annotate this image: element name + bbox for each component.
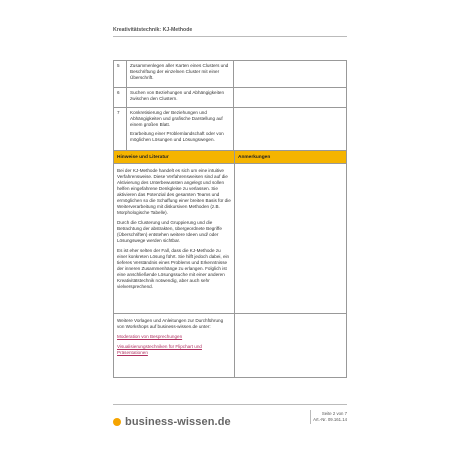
step-number: 7 <box>114 108 127 153</box>
page-number: Seite 2 von 7 <box>321 411 347 416</box>
document-title: Kreativitätstechnik: KJ-Methode <box>113 27 193 33</box>
link-visualisierung[interactable]: Visualisierungstechniken für Flipchart und Präsentationen <box>117 344 202 355</box>
notes-cell <box>235 314 347 378</box>
info-header-row <box>114 151 347 164</box>
step-description <box>127 88 234 108</box>
table-row <box>114 164 347 314</box>
table-row <box>114 88 347 108</box>
footer-meta <box>313 411 347 423</box>
table-row <box>114 108 347 153</box>
links-intro: Weitere Vorlagen und Anleitungen zur Durchführung von Workshops auf business-wissen.de unter: <box>117 318 224 329</box>
step-number: 6 <box>114 88 127 108</box>
info-header-left: Hinweise und Literatur <box>114 151 235 164</box>
step-text: Konkretisierung der Beziehungen und Abhängigkeiten und grafische Darstellung auf einem großen Blatt. <box>130 110 223 127</box>
step-text: Erarbeitung einer Problemlandschaft oder von möglichen Lösungen und Lösungswegen. <box>130 131 224 142</box>
logo-dot-icon <box>113 418 121 426</box>
step-number: 5 <box>114 61 127 88</box>
links-cell <box>114 314 235 378</box>
steps-table <box>113 60 347 153</box>
notes-cell <box>235 164 347 314</box>
step-notes-cell <box>234 108 347 153</box>
info-paragraph: Bei der KJ-Methode handelt es sich um eine intuitive Verfahrensweise. Diese Verfahrensweisen sind auf die Aktivierung des Unterbewussten angelegt und sollen helfen eingefahrene Denkgleise zu verlassen. Sie aktivieren das Potenzial des gesamten Teams und ermöglichen so die Schaffung einer breiten Basis für die Weiterverarbeitung mit diskursiven Methoden (z.B. Morphologische Tabelle). <box>117 168 231 215</box>
step-notes-cell <box>234 88 347 108</box>
table-row <box>114 314 347 378</box>
info-table <box>113 150 347 378</box>
article-number: Art.-Nr. 09.161.14 <box>313 417 347 422</box>
footer-divider <box>310 410 311 424</box>
info-header-right: Anmerkungen <box>235 151 347 164</box>
info-paragraph: Durch die Clusterung und Gruppierung und die Betrachtung der abstrakten, übergeordnete Begriffe (Überschriften) entstehen weitere Ideen und/ oder Lösungswege werden sichtbar. <box>117 220 222 243</box>
info-paragraph: Es ist eher selten der Fall, dass die KJ-Methode zu einer konkreten Lösung führt. Sie hilft jedoch dabei, ein tieferes Verständnis eines Problems und Erkenntnisse der inneren Zusammenhänge zu erlangen. Folglich ist eine anschließende Lösungssuche mit einer anderen Kreativitätstechnik notwendig, aber auch sehr vielversprechend. <box>117 248 230 289</box>
step-description <box>127 108 234 153</box>
footer-rule <box>113 404 347 405</box>
brand-logo <box>113 416 231 428</box>
step-notes-cell <box>234 61 347 88</box>
step-text: Suchen von Beziehungen und Abhängigkeiten zwischen den Clustern. <box>130 90 224 101</box>
header-rule <box>113 36 347 37</box>
info-text-cell <box>114 164 235 314</box>
step-text: Zusammenlegen aller Karten eines Clusters und Beschriftung der einzelnen Cluster mit einer Überschrift. <box>130 63 229 80</box>
link-moderation[interactable]: Moderation von Besprechungen <box>117 334 183 339</box>
table-row <box>114 61 347 88</box>
step-description <box>127 61 234 88</box>
logo-text: business-wissen.de <box>125 416 231 428</box>
